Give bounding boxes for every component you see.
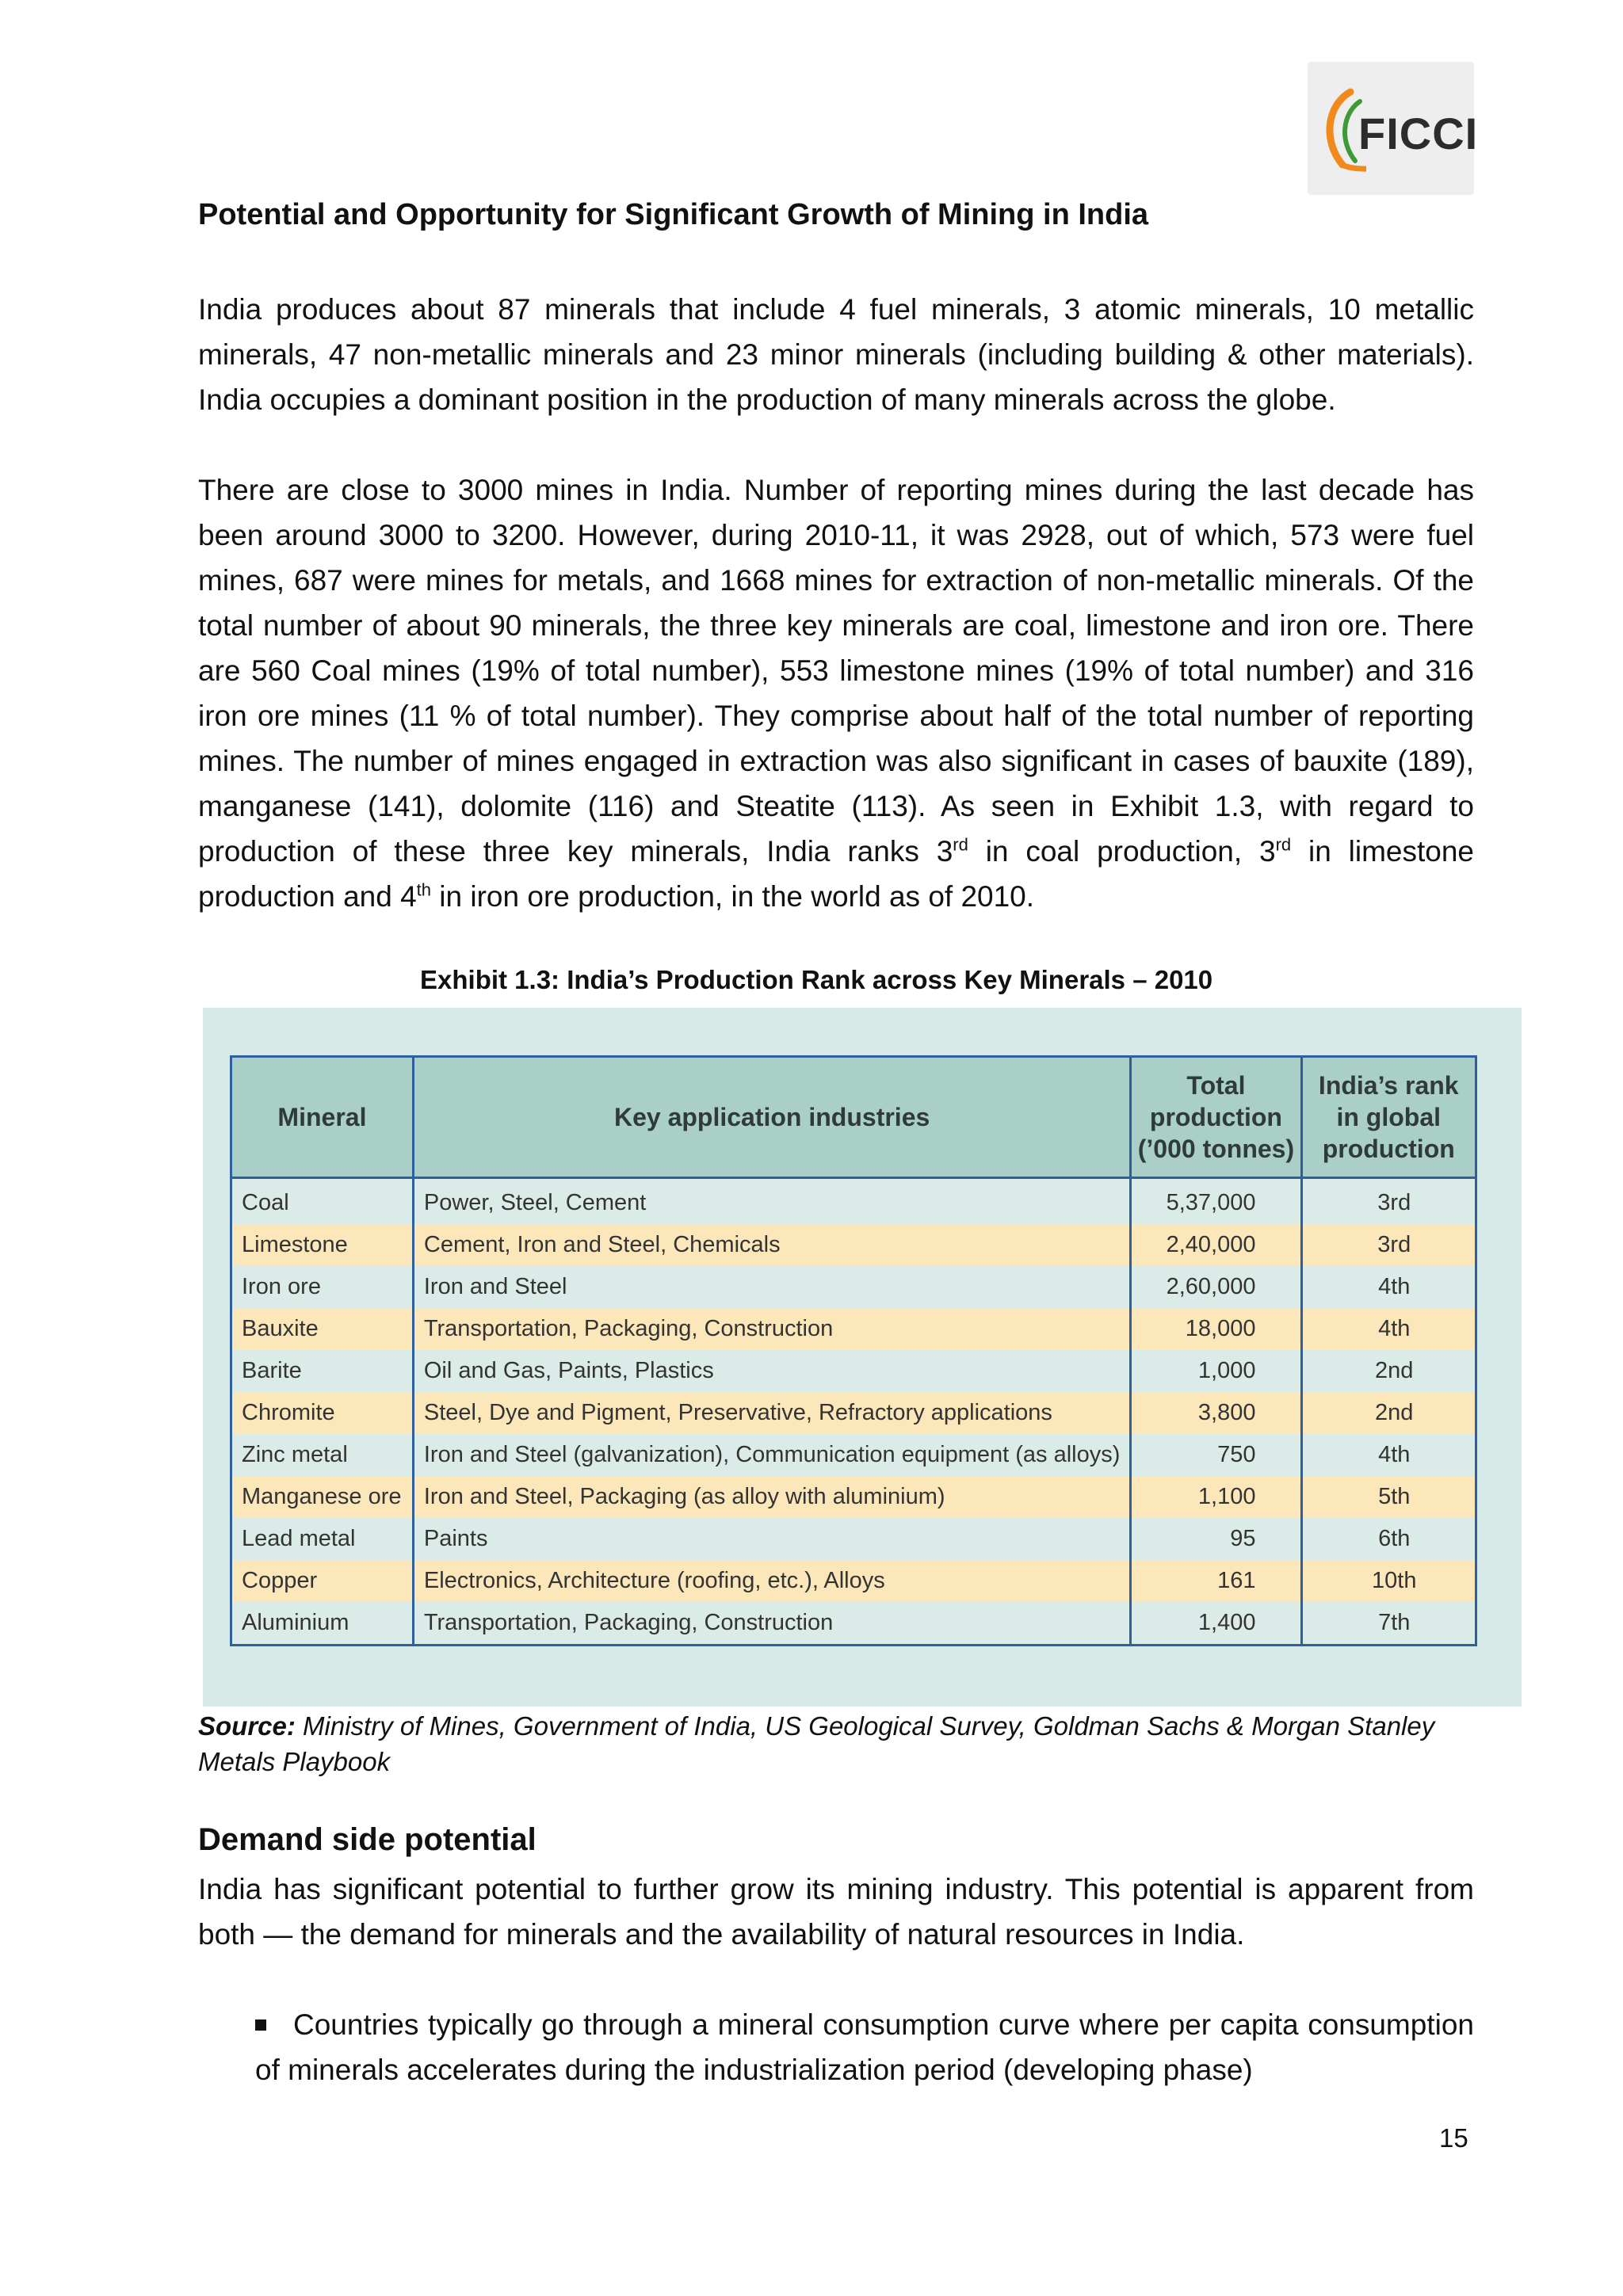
cell-mineral: Chromite — [231, 1392, 414, 1434]
table-row — [231, 1602, 1476, 1646]
cell-rank: 6th — [1301, 1518, 1476, 1560]
bullet-item — [255, 2002, 1474, 2092]
cell-mineral: Zinc metal — [231, 1434, 414, 1476]
cell-mineral: Coal — [231, 1178, 414, 1225]
cell-applications: Power, Steel, Cement — [413, 1178, 1131, 1225]
cell-applications: Steel, Dye and Pigment, Preservative, Refractory applications — [413, 1392, 1131, 1434]
cell-applications: Transportation, Packaging, Construction — [413, 1602, 1131, 1646]
cell-production: 1,000 — [1131, 1350, 1301, 1392]
cell-production: 2,60,000 — [1131, 1266, 1301, 1308]
table-row — [231, 1392, 1476, 1434]
cell-production: 750 — [1131, 1434, 1301, 1476]
paragraph-mines-part3: in limestone production and 4 — [198, 835, 1474, 913]
table-row — [231, 1350, 1476, 1392]
cell-rank: 10th — [1301, 1560, 1476, 1602]
cell-mineral: Lead metal — [231, 1518, 414, 1560]
cell-applications: Paints — [413, 1518, 1131, 1560]
cell-rank: 3rd — [1301, 1178, 1476, 1225]
paragraph-mines — [198, 467, 1474, 919]
table-row — [231, 1308, 1476, 1350]
cell-production: 3,800 — [1131, 1392, 1301, 1434]
source-label: Source: — [198, 1711, 296, 1741]
cell-production: 5,37,000 — [1131, 1178, 1301, 1225]
cell-applications: Transportation, Packaging, Construction — [413, 1308, 1131, 1350]
cell-rank: 4th — [1301, 1266, 1476, 1308]
paragraph-mines-part1: There are close to 3000 mines in India. Number of reporting mines during the last decade has been around 3000 to 3200. However, during 2010-11, it was 2928, out of which, 573 were fuel mines, 687 were mines for metals, and 1668 mines for extraction of non-metallic minerals. Of the total number of about 90 minerals, the three key minerals are coal, limestone and iron ore. There are 560 Coal mines (19% of total number), 553 limestone mines (19% of total number) and 316 iron ore mines (11 % of total number). They comprise about half of the total number of reporting mines. The number of mines engaged in extraction was also significant in cases of bauxite (189), manganese (141), dolomite (116) and Steatite (113). As seen in Exhibit 1.3, with regard to production of these three key minerals, India ranks 3 — [198, 474, 1474, 868]
page-title: Potential and Opportunity for Significant Growth of Mining in India — [198, 198, 1149, 231]
table-row — [231, 1224, 1476, 1266]
cell-production: 95 — [1131, 1518, 1301, 1560]
cell-production: 1,400 — [1131, 1602, 1301, 1646]
header-applications: Key application industries — [413, 1057, 1131, 1178]
exhibit-title: Exhibit 1.3: India’s Production Rank across Key Minerals – 2010 — [420, 965, 1213, 994]
cell-rank: 4th — [1301, 1434, 1476, 1476]
exhibit-panel — [203, 1008, 1522, 1707]
cell-applications: Cement, Iron and Steel, Chemicals — [413, 1224, 1131, 1266]
page-number: 15 — [1439, 2123, 1468, 2153]
cell-mineral: Barite — [231, 1350, 414, 1392]
table-row — [231, 1476, 1476, 1518]
paragraph-minerals: India produces about 87 minerals that include 4 fuel minerals, 3 atomic minerals, 10 metallic minerals, 47 non-metallic minerals and 23 minor minerals (including building & other materials). India occupies a dominant position in the production of many minerals across the globe. — [198, 293, 1474, 416]
paragraph-demand: India has significant potential to further grow its mining industry. This potential is apparent from both — the demand for minerals and the availability of natural resources in India. — [198, 1873, 1474, 1951]
cell-applications: Electronics, Architecture (roofing, etc.), Alloys — [413, 1560, 1131, 1602]
superscript-rd-1: rd — [953, 834, 968, 855]
demand-heading: Demand side potential — [198, 1822, 537, 1857]
cell-applications: Oil and Gas, Paints, Plastics — [413, 1350, 1131, 1392]
cell-production: 18,000 — [1131, 1308, 1301, 1350]
cell-mineral: Aluminium — [231, 1602, 414, 1646]
cell-production: 2,40,000 — [1131, 1224, 1301, 1266]
cell-production: 1,100 — [1131, 1476, 1301, 1518]
cell-applications: Iron and Steel, Packaging (as alloy with aluminium) — [413, 1476, 1131, 1518]
square-bullet-icon — [255, 2019, 266, 2031]
cell-mineral: Copper — [231, 1560, 414, 1602]
cell-mineral: Manganese ore — [231, 1476, 414, 1518]
table-header-row — [231, 1057, 1476, 1178]
cell-rank: 4th — [1301, 1308, 1476, 1350]
cell-rank: 5th — [1301, 1476, 1476, 1518]
cell-rank: 2nd — [1301, 1392, 1476, 1434]
cell-production: 161 — [1131, 1560, 1301, 1602]
table-row — [231, 1178, 1476, 1225]
cell-applications: Iron and Steel (galvanization), Communication equipment (as alloys) — [413, 1434, 1131, 1476]
source-note — [198, 1708, 1482, 1779]
source-text: Ministry of Mines, Government of India, US Geological Survey, Goldman Sachs & Morgan Stanley Metals Playbook — [198, 1711, 1435, 1776]
header-india-rank: India’s rank in global production — [1301, 1057, 1476, 1178]
paragraph-mines-part4: in iron ore production, in the world as of 2010. — [431, 880, 1035, 913]
cell-mineral: Iron ore — [231, 1266, 414, 1308]
ficci-logo — [1308, 62, 1479, 195]
bullet-text: Countries typically go through a mineral consumption curve where per capita consumption of minerals accelerates during the industrialization period (developing phase) — [255, 2008, 1474, 2086]
table-row — [231, 1560, 1476, 1602]
logo-text: FICCI — [1358, 109, 1479, 158]
superscript-rd-2: rd — [1275, 834, 1292, 855]
header-total-production: Total production (’000 tonnes) — [1131, 1057, 1301, 1178]
cell-mineral: Bauxite — [231, 1308, 414, 1350]
cell-mineral: Limestone — [231, 1224, 414, 1266]
cell-applications: Iron and Steel — [413, 1266, 1131, 1308]
cell-rank: 7th — [1301, 1602, 1476, 1646]
table-row — [231, 1266, 1476, 1308]
cell-rank: 3rd — [1301, 1224, 1476, 1266]
table-row — [231, 1518, 1476, 1560]
superscript-th: th — [416, 879, 432, 900]
minerals-table — [230, 1055, 1477, 1646]
cell-rank: 2nd — [1301, 1350, 1476, 1392]
paragraph-mines-part2: in coal production, 3 — [968, 835, 1276, 868]
header-mineral: Mineral — [231, 1057, 414, 1178]
table-row — [231, 1434, 1476, 1476]
